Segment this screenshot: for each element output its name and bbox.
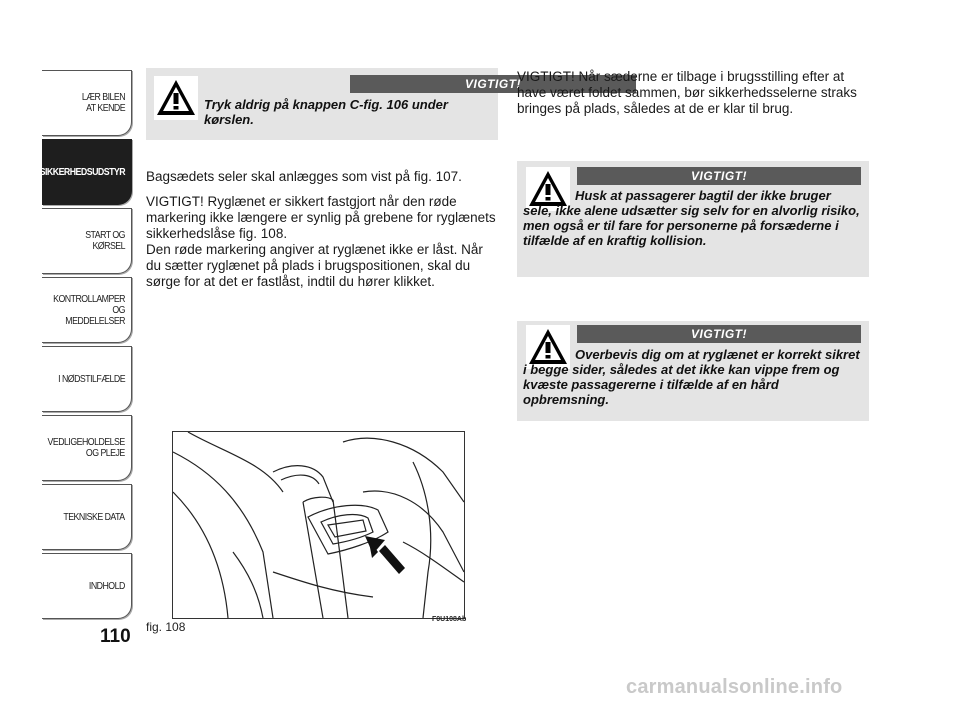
- warning-text: Overbevis dig om at ryglænet er korrekt sikret i begge sider, således at det ikke kan vippe frem og kvæste passagererne i tilfælde af en hård opbremsning.: [523, 347, 860, 407]
- warning-triangle-icon: [154, 76, 198, 120]
- paragraph-backrest-locked: VIGTIGT! Ryglænet er sikkert fastgjort når den røde markering ikke længere er synlig på grebene for ryglænets sikkerhedslåse fig. 108.: [146, 194, 496, 241]
- tab-label: VEDLIGEHOLDELSE OG PLEJE: [47, 437, 125, 459]
- tab-kontrollamper[interactable]: [42, 277, 132, 343]
- figure-108-illustration: [172, 431, 465, 619]
- figure-caption: fig. 108: [146, 620, 186, 634]
- tab-vedligeholdelse[interactable]: [42, 415, 132, 481]
- figure-code: F0U108Ab: [432, 616, 467, 623]
- page-number: 110: [100, 626, 131, 647]
- paragraph-seat-belts: Bagsædets seler skal anlægges som vist på fig. 107.: [146, 169, 462, 184]
- tab-start-og-korsel[interactable]: [42, 208, 132, 274]
- tab-label: TEKNISKE DATA: [63, 511, 125, 523]
- tab-label: LÆR BILEN AT KENDE: [81, 92, 125, 114]
- tab-laer-bilen-at-kende[interactable]: [42, 70, 132, 136]
- chapter-sidebar: [0, 0, 135, 709]
- tab-indhold[interactable]: [42, 553, 132, 619]
- warning-box-1: [146, 68, 521, 140]
- warning-heading: VIGTIGT!: [577, 325, 861, 343]
- tab-label: I NØDSTILFÆLDE: [58, 373, 125, 385]
- warning-heading: VIGTIGT!: [350, 75, 636, 93]
- tab-label: SIKKERHEDSUDSTYR: [39, 166, 125, 178]
- tab-i-nodstilfaelde[interactable]: [42, 346, 132, 412]
- watermark-text: carmanualsonline.info: [626, 676, 843, 698]
- tab-label: START OG KØRSEL: [85, 230, 125, 252]
- right-column-text: [517, 69, 872, 117]
- warning-heading: VIGTIGT!: [577, 167, 861, 185]
- seat-backrest-lock-drawing: [173, 432, 464, 618]
- warning-text: Tryk aldrig på knappen C-fig. 106 under kørslen.: [204, 97, 448, 127]
- warning-box-2: [517, 161, 869, 277]
- left-column-text: [146, 169, 496, 290]
- paragraph-red-marking: Den røde markering angiver at ryglænet ikke er låst. Når du sætter ryglænet på plads i brugspositionen, skal du sørge for at det er fastlåst, indtil du hører klikket.: [146, 242, 483, 289]
- tab-tekniske-data[interactable]: [42, 484, 132, 550]
- tab-label: KONTROLLAMPER OG MEDDELELSER: [53, 293, 125, 327]
- tab-label: INDHOLD: [89, 580, 125, 592]
- paragraph-seats-back: VIGTIGT! Når sæderne er tilbage i brugsstilling efter at have været foldet sammen, bør sikkerhedsselerne straks bringes på plads, således at de er klar til brug.: [517, 69, 857, 116]
- warning-text: Husk at passagerer bagtil der ikke bruger sele, ikke alene udsætter sig selv for en alvorlig risiko, men også er til fare for personerne på forsæderne i tilfælde af en kraftig kollision.: [523, 188, 860, 248]
- warning-box-3: [517, 321, 869, 421]
- tab-sikkerhedsudstyr[interactable]: [39, 139, 132, 205]
